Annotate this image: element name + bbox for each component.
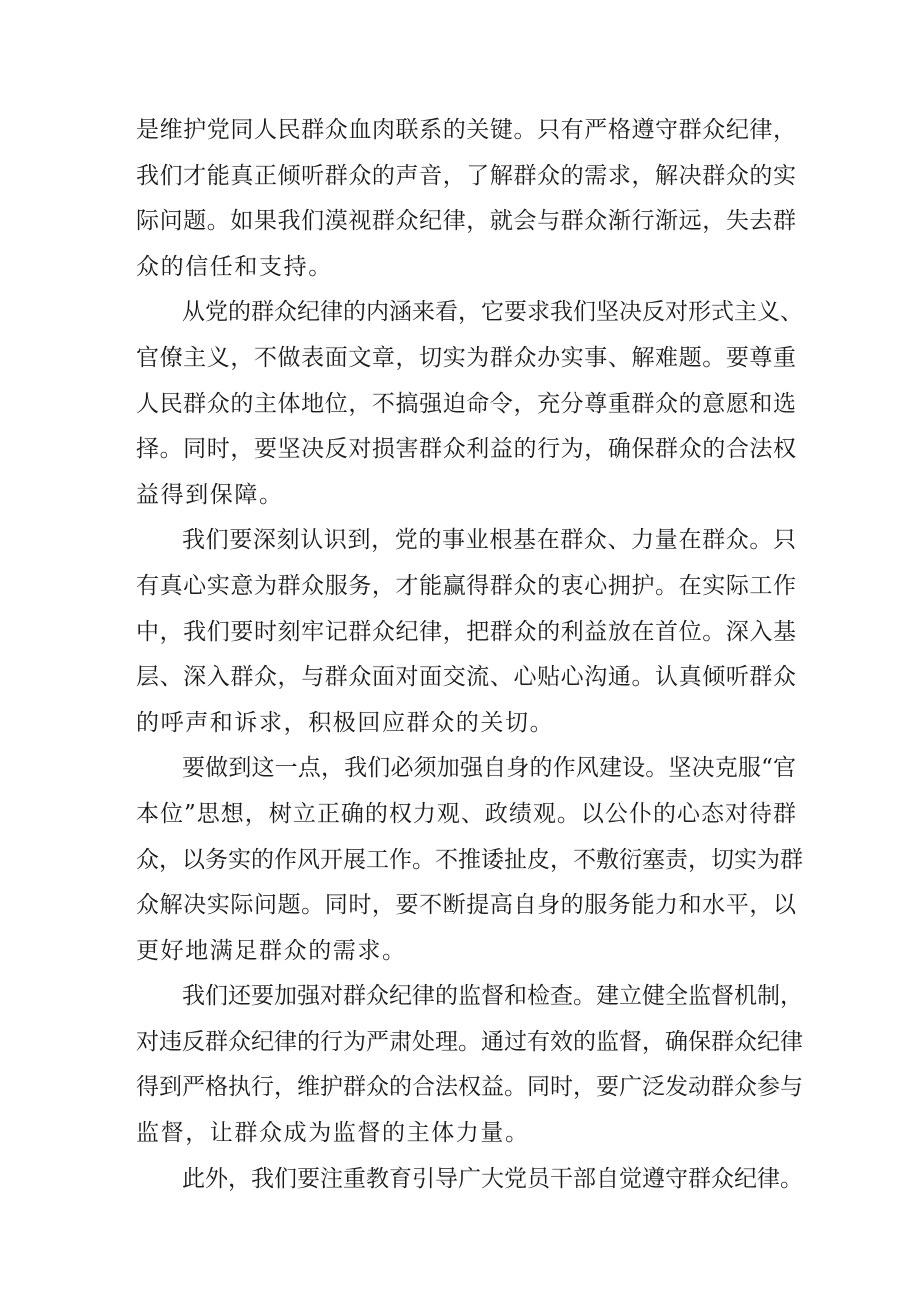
text-line: 众解决实际问题。同时，要不断提高自身的服务能力和水平，以	[136, 892, 796, 919]
text-line: 我们要深刻认识到，党的事业根基在群众、力量在群众。只	[182, 527, 796, 554]
text-line: 更好地满足群众的需求。	[136, 937, 407, 964]
document-body	[136, 108, 803, 1202]
text-line: 际问题。如果我们漠视群众纪律，就会与群众渐行渐远，失去群	[136, 208, 796, 235]
text-line: 众，以务实的作风开展工作。不推诿扯皮，不敷衍塞责，切实为群	[136, 846, 803, 873]
text-line: 益得到保障。	[136, 481, 284, 508]
text-line: 有真心实意为群众服务，才能赢得群众的衷心拥护。在实际工作	[136, 572, 796, 599]
text-line: 我们还要加强对群众纪律的监督和检查。建立健全监督机制，	[182, 983, 803, 1010]
text-line: 是维护党同人民群众血肉联系的关键。只有严格遵守群众纪律，	[136, 117, 796, 143]
text-line: 我们才能真正倾听群众的声音，了解群众的需求，解决群众的实	[136, 162, 796, 189]
text-line: 择。同时，要坚决反对损害群众利益的行为，确保群众的合法权	[136, 436, 796, 463]
text-line: 得到严格执行，维护群众的合法权益。同时，要广泛发动群众参与	[136, 1074, 803, 1101]
text-line: 官僚主义，不做表面文章，切实为群众办实事、解难题。要尊重	[136, 344, 796, 371]
text-line: 监督，让群众成为监督的主体力量。	[136, 1120, 530, 1147]
text-line: 要做到这一点，我们必须加强自身的作风建设。坚决克服“官	[182, 755, 796, 782]
text-line: 对违反群众纪律的行为严肃处理。通过有效的监督，确保群众纪律	[136, 1028, 803, 1055]
text-line: 的呼声和诉求，积极回应群众的关切。	[136, 709, 555, 736]
text-line: 层、深入群众，与群众面对面交流、心贴心沟通。认真倾听群众	[136, 664, 796, 691]
text-line: 众的信任和支持。	[136, 253, 333, 280]
text-line: 从党的群众纪律的内涵来看，它要求我们坚决反对形式主义、	[182, 299, 803, 326]
text-line: 人民群众的主体地位，不搞强迫命令，充分尊重群众的意愿和选	[136, 390, 796, 417]
text-line: 本位”思想，树立正确的权力观、政绩观。以公仆的心态对待群	[136, 800, 796, 827]
text-line: 此外，我们要注重教育引导广大党员干部自觉遵守群众纪律。	[182, 1165, 803, 1192]
text-line: 中，我们要时刻牢记群众纪律，把群众的利益放在首位。深入基	[136, 618, 796, 645]
